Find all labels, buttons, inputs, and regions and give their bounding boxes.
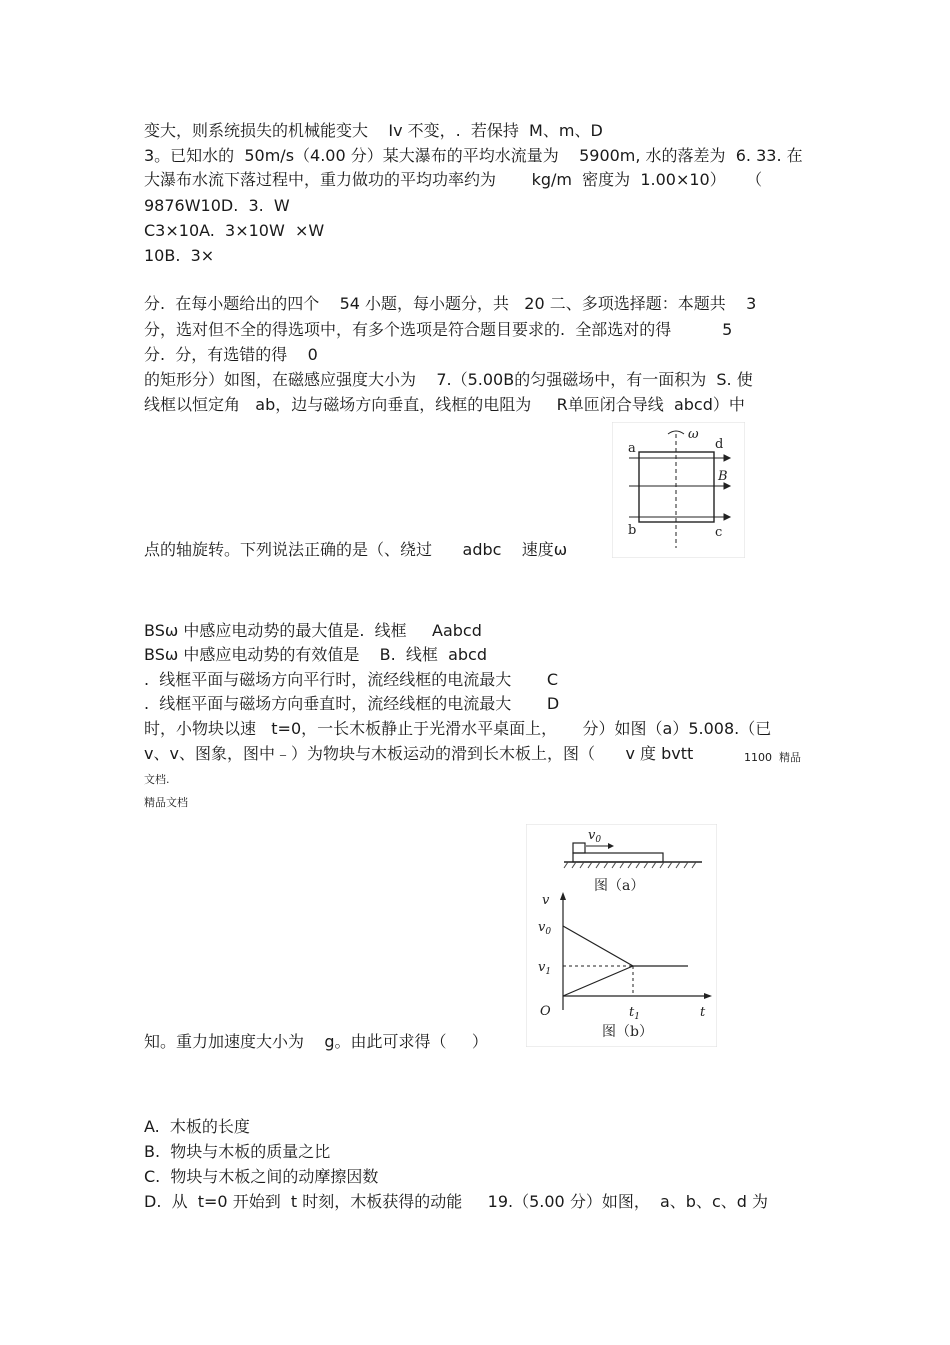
label-t1: $t_1$ bbox=[629, 1005, 640, 1022]
line-19: 知。重力加速度大小为 g。由此可求得（ ） bbox=[144, 1032, 488, 1051]
small-tail: 1100 精品 bbox=[744, 751, 801, 764]
loop-field-figure bbox=[612, 422, 745, 558]
label-v0-top: $v_0$ bbox=[588, 828, 602, 845]
line-12: 点的轴旋转。下列说法正确的是（、绕过 adbc 速度ω bbox=[144, 540, 568, 559]
line-2: 3。已知水的 50m/s（4.00 分）某大瀑布的平均水流量为 5900m, 水的落差为 6. 33. 在 bbox=[144, 146, 803, 165]
option-c: C. 物块与木板之间的动摩擦因数 bbox=[144, 1167, 379, 1186]
doc-note-1: 文档. bbox=[144, 773, 170, 786]
label-b: b bbox=[628, 523, 637, 538]
line-15: . 线框平面与磁场方向平行时，流经线框的电流最大 C bbox=[144, 670, 559, 689]
option-a: A. 木板的长度 bbox=[144, 1117, 250, 1136]
caption-b: 图（b） bbox=[602, 1024, 653, 1040]
line-9: 分. 分，有选错的得 0 bbox=[144, 345, 318, 364]
line-13: BSω 中感应电动势的最大值是. 线框 Aabcd bbox=[144, 621, 482, 640]
label-v: v bbox=[542, 893, 550, 908]
line-10: 的矩形分）如图，在磁感应强度大小为 7.（5.00B的匀强磁场中，有一面积为 S. 使 bbox=[144, 370, 753, 389]
line-6: 10B. 3× bbox=[144, 246, 215, 265]
line-1: 变大，则系统损失的机械能变大 Iv 不变，. 若保持 M、m、D bbox=[144, 121, 603, 140]
line-18: v、v、图象，图中﹣）为物块与木板运动的滑到长木板上，图（ v 度 bvtt bbox=[144, 744, 694, 763]
line-7: 分. 在每小题给出的四个 54 小题，每小题分，共 20 二、多项选择题：本题共 3 bbox=[144, 294, 757, 313]
option-d: D. 从 t=0 开始到 t 时刻，木板获得的动能 19.（5.00 分）如图， a、b、c、d 为 bbox=[144, 1192, 768, 1211]
line-17: 时，小物块以速 t=0，一长木板静止于光滑水平桌面上， 分）如图（a）5.008.（已 bbox=[144, 719, 772, 738]
doc-note-2: 精品文档 bbox=[144, 796, 188, 809]
label-O: O bbox=[540, 1004, 551, 1019]
label-v1: $v_1$ bbox=[538, 960, 552, 977]
label-t: t bbox=[700, 1005, 706, 1020]
line-4: 9876W10D. 3. W bbox=[144, 196, 290, 215]
label-v0: $v_0$ bbox=[538, 920, 552, 937]
line-3: 大瀑布水流下落过程中，重力做功的平均功率约为 kg/m 密度为 1.00×10） （ bbox=[144, 170, 763, 189]
caption-a: 图（a） bbox=[594, 878, 645, 894]
line-14: BSω 中感应电动势的有效值是 B. 线框 abcd bbox=[144, 645, 488, 664]
label-d: d bbox=[715, 437, 724, 452]
label-a: a bbox=[628, 441, 636, 456]
label-B: B bbox=[718, 469, 728, 484]
option-b: B. 物块与木板的质量之比 bbox=[144, 1142, 331, 1161]
line-8: 分，选对但不全的得选项中，有多个选项是符合题目要求的. 全部选对的得 5 bbox=[144, 320, 733, 339]
line-16: . 线框平面与磁场方向垂直时，流经线框的电流最大 D bbox=[144, 694, 560, 713]
block-board-figure bbox=[526, 824, 717, 1047]
line-11: 线框以恒定角 ab，边与磁场方向垂直，线框的电阻为 R单匝闭合导线 abcd）中 bbox=[144, 395, 745, 414]
label-omega: ω bbox=[688, 427, 699, 442]
line-5: C3×10A. 3×10W ×W bbox=[144, 221, 325, 240]
label-c: c bbox=[715, 525, 723, 540]
